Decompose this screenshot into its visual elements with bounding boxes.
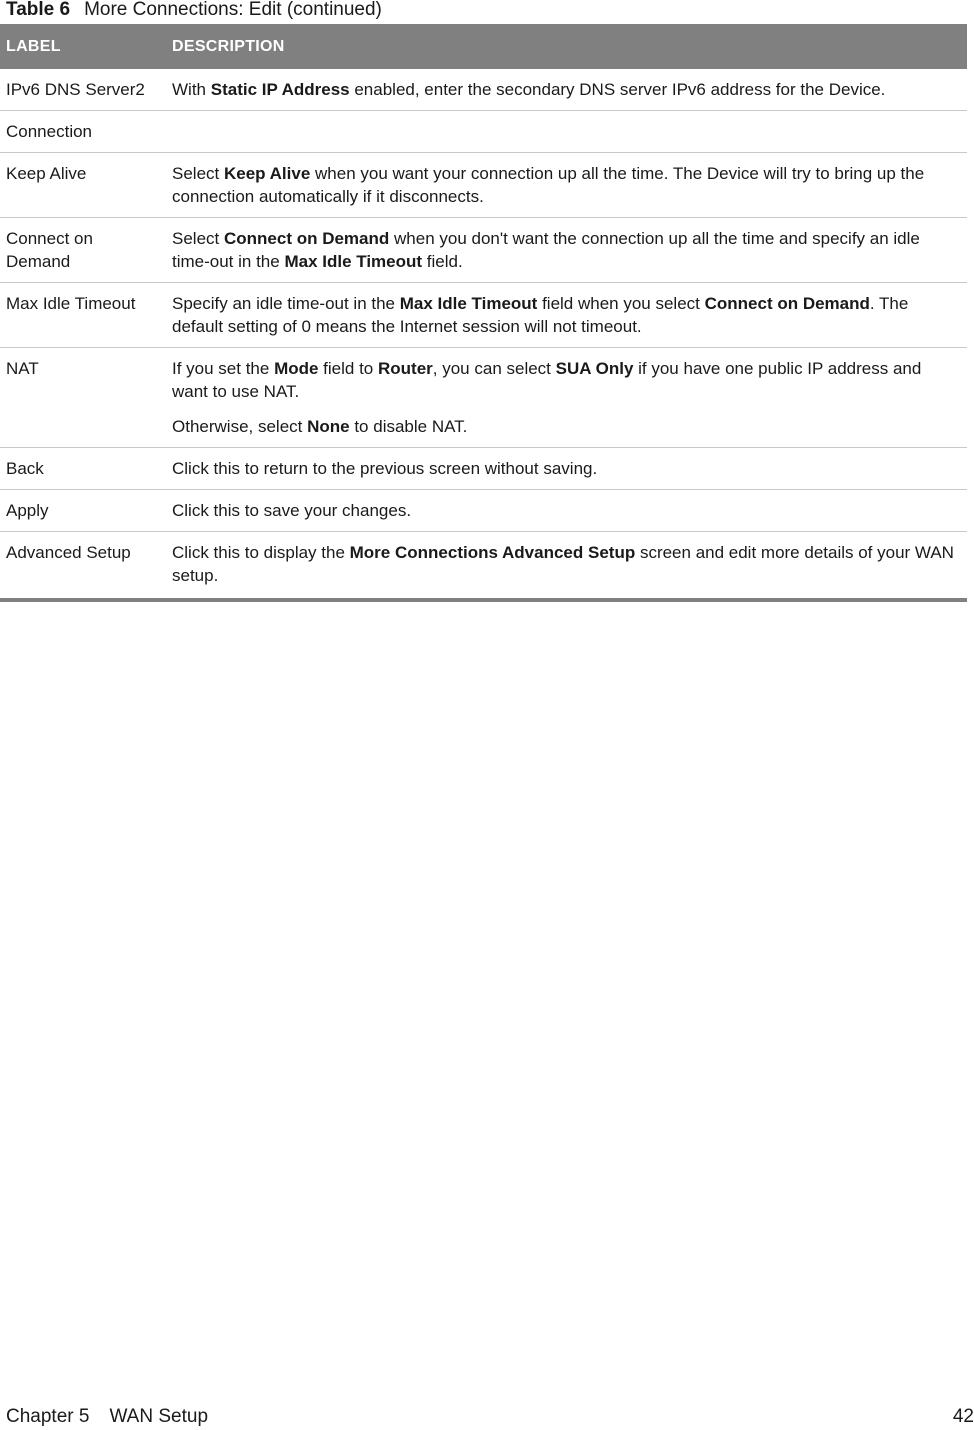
description-text: Select	[172, 164, 224, 183]
table-number: Table 6	[6, 0, 71, 20]
table-row	[0, 111, 967, 153]
field-name: More Connections Advanced Setup	[349, 543, 636, 562]
field-name: None	[307, 417, 350, 436]
row-description	[166, 153, 967, 218]
header-description: DESCRIPTION	[166, 24, 967, 69]
field-name: SUA Only	[555, 359, 634, 378]
description-paragraph	[172, 292, 961, 338]
row-label: Max Idle Timeout	[0, 283, 166, 348]
description-paragraph	[172, 78, 961, 101]
field-name: Connect on Demand	[704, 294, 870, 313]
description-paragraph	[172, 541, 961, 587]
row-label: Connection	[0, 111, 166, 153]
description-text: Select	[172, 229, 224, 248]
description-text: field.	[422, 252, 463, 271]
field-name: Router	[378, 359, 433, 378]
description-text: screen and edit more details of your WAN setup.	[172, 543, 954, 585]
description-paragraph	[172, 162, 961, 208]
table-row	[0, 283, 967, 348]
description-paragraph	[172, 227, 961, 273]
footer-chapter: Chapter 5	[6, 1406, 90, 1427]
row-label: Apply	[0, 490, 166, 532]
table-row	[0, 153, 967, 218]
row-description	[166, 69, 967, 111]
table-header-row	[0, 24, 967, 69]
description-text: Click this to display the	[172, 543, 350, 562]
field-name: Static IP Address	[210, 80, 350, 99]
description-paragraph	[172, 457, 961, 480]
description-text: when you want your connection up all the time. The Device will try to bring up the connection automatically if it disconnects.	[172, 164, 925, 206]
description-text: if you have one public IP address and want to use NAT.	[172, 359, 922, 401]
row-description	[166, 532, 967, 601]
table-row	[0, 348, 967, 448]
row-label: Advanced Setup	[0, 532, 166, 601]
row-description	[166, 283, 967, 348]
field-name: Max Idle Timeout	[399, 294, 538, 313]
footer-section: WAN Setup	[109, 1406, 209, 1427]
row-description	[166, 218, 967, 283]
field-name: Mode	[274, 359, 319, 378]
row-label: Connect on Demand	[0, 218, 166, 283]
row-label: Back	[0, 448, 166, 490]
row-description	[166, 448, 967, 490]
page-footer-chapter	[6, 1405, 208, 1429]
row-description	[166, 111, 967, 153]
table-row	[0, 448, 967, 490]
table-row	[0, 490, 967, 532]
description-paragraph	[172, 499, 961, 522]
description-text: , you can select	[432, 359, 556, 378]
row-description	[166, 348, 967, 448]
description-text: With	[172, 80, 211, 99]
row-description	[166, 490, 967, 532]
field-name: Max Idle Timeout	[284, 252, 423, 271]
description-text: to disable NAT.	[349, 417, 468, 436]
description-paragraph	[172, 415, 961, 438]
header-label: LABEL	[0, 24, 166, 69]
description-table	[0, 24, 967, 602]
row-label: NAT	[0, 348, 166, 448]
field-name: Connect on Demand	[223, 229, 390, 248]
table-title: More Connections: Edit (continued)	[84, 0, 382, 20]
page-number: 42	[952, 1406, 974, 1427]
table-row	[0, 532, 967, 601]
description-text: Otherwise, select	[172, 417, 308, 436]
description-paragraph	[172, 357, 961, 403]
description-text: enabled, enter the secondary DNS server IPv6 address for the Device.	[349, 80, 886, 99]
row-label: Keep Alive	[0, 153, 166, 218]
description-text: Specify an idle time-out in the	[172, 294, 400, 313]
row-label: IPv6 DNS Server2	[0, 69, 166, 111]
table-body	[0, 69, 967, 600]
description-text: If you set the	[172, 359, 275, 378]
table-caption	[6, 0, 382, 22]
description-text: . The default setting of 0 means the Internet session will not timeout.	[172, 294, 909, 336]
table-row	[0, 69, 967, 111]
field-name: Keep Alive	[223, 164, 311, 183]
description-text: Click this to return to the previous screen without saving.	[172, 459, 598, 478]
description-text: when you don't want the connection up all the time and specify an idle time-out in the	[172, 229, 920, 271]
description-text: field when you select	[537, 294, 705, 313]
description-text: field to	[318, 359, 378, 378]
description-text: Click this to save your changes.	[172, 501, 412, 520]
table-row	[0, 218, 967, 283]
